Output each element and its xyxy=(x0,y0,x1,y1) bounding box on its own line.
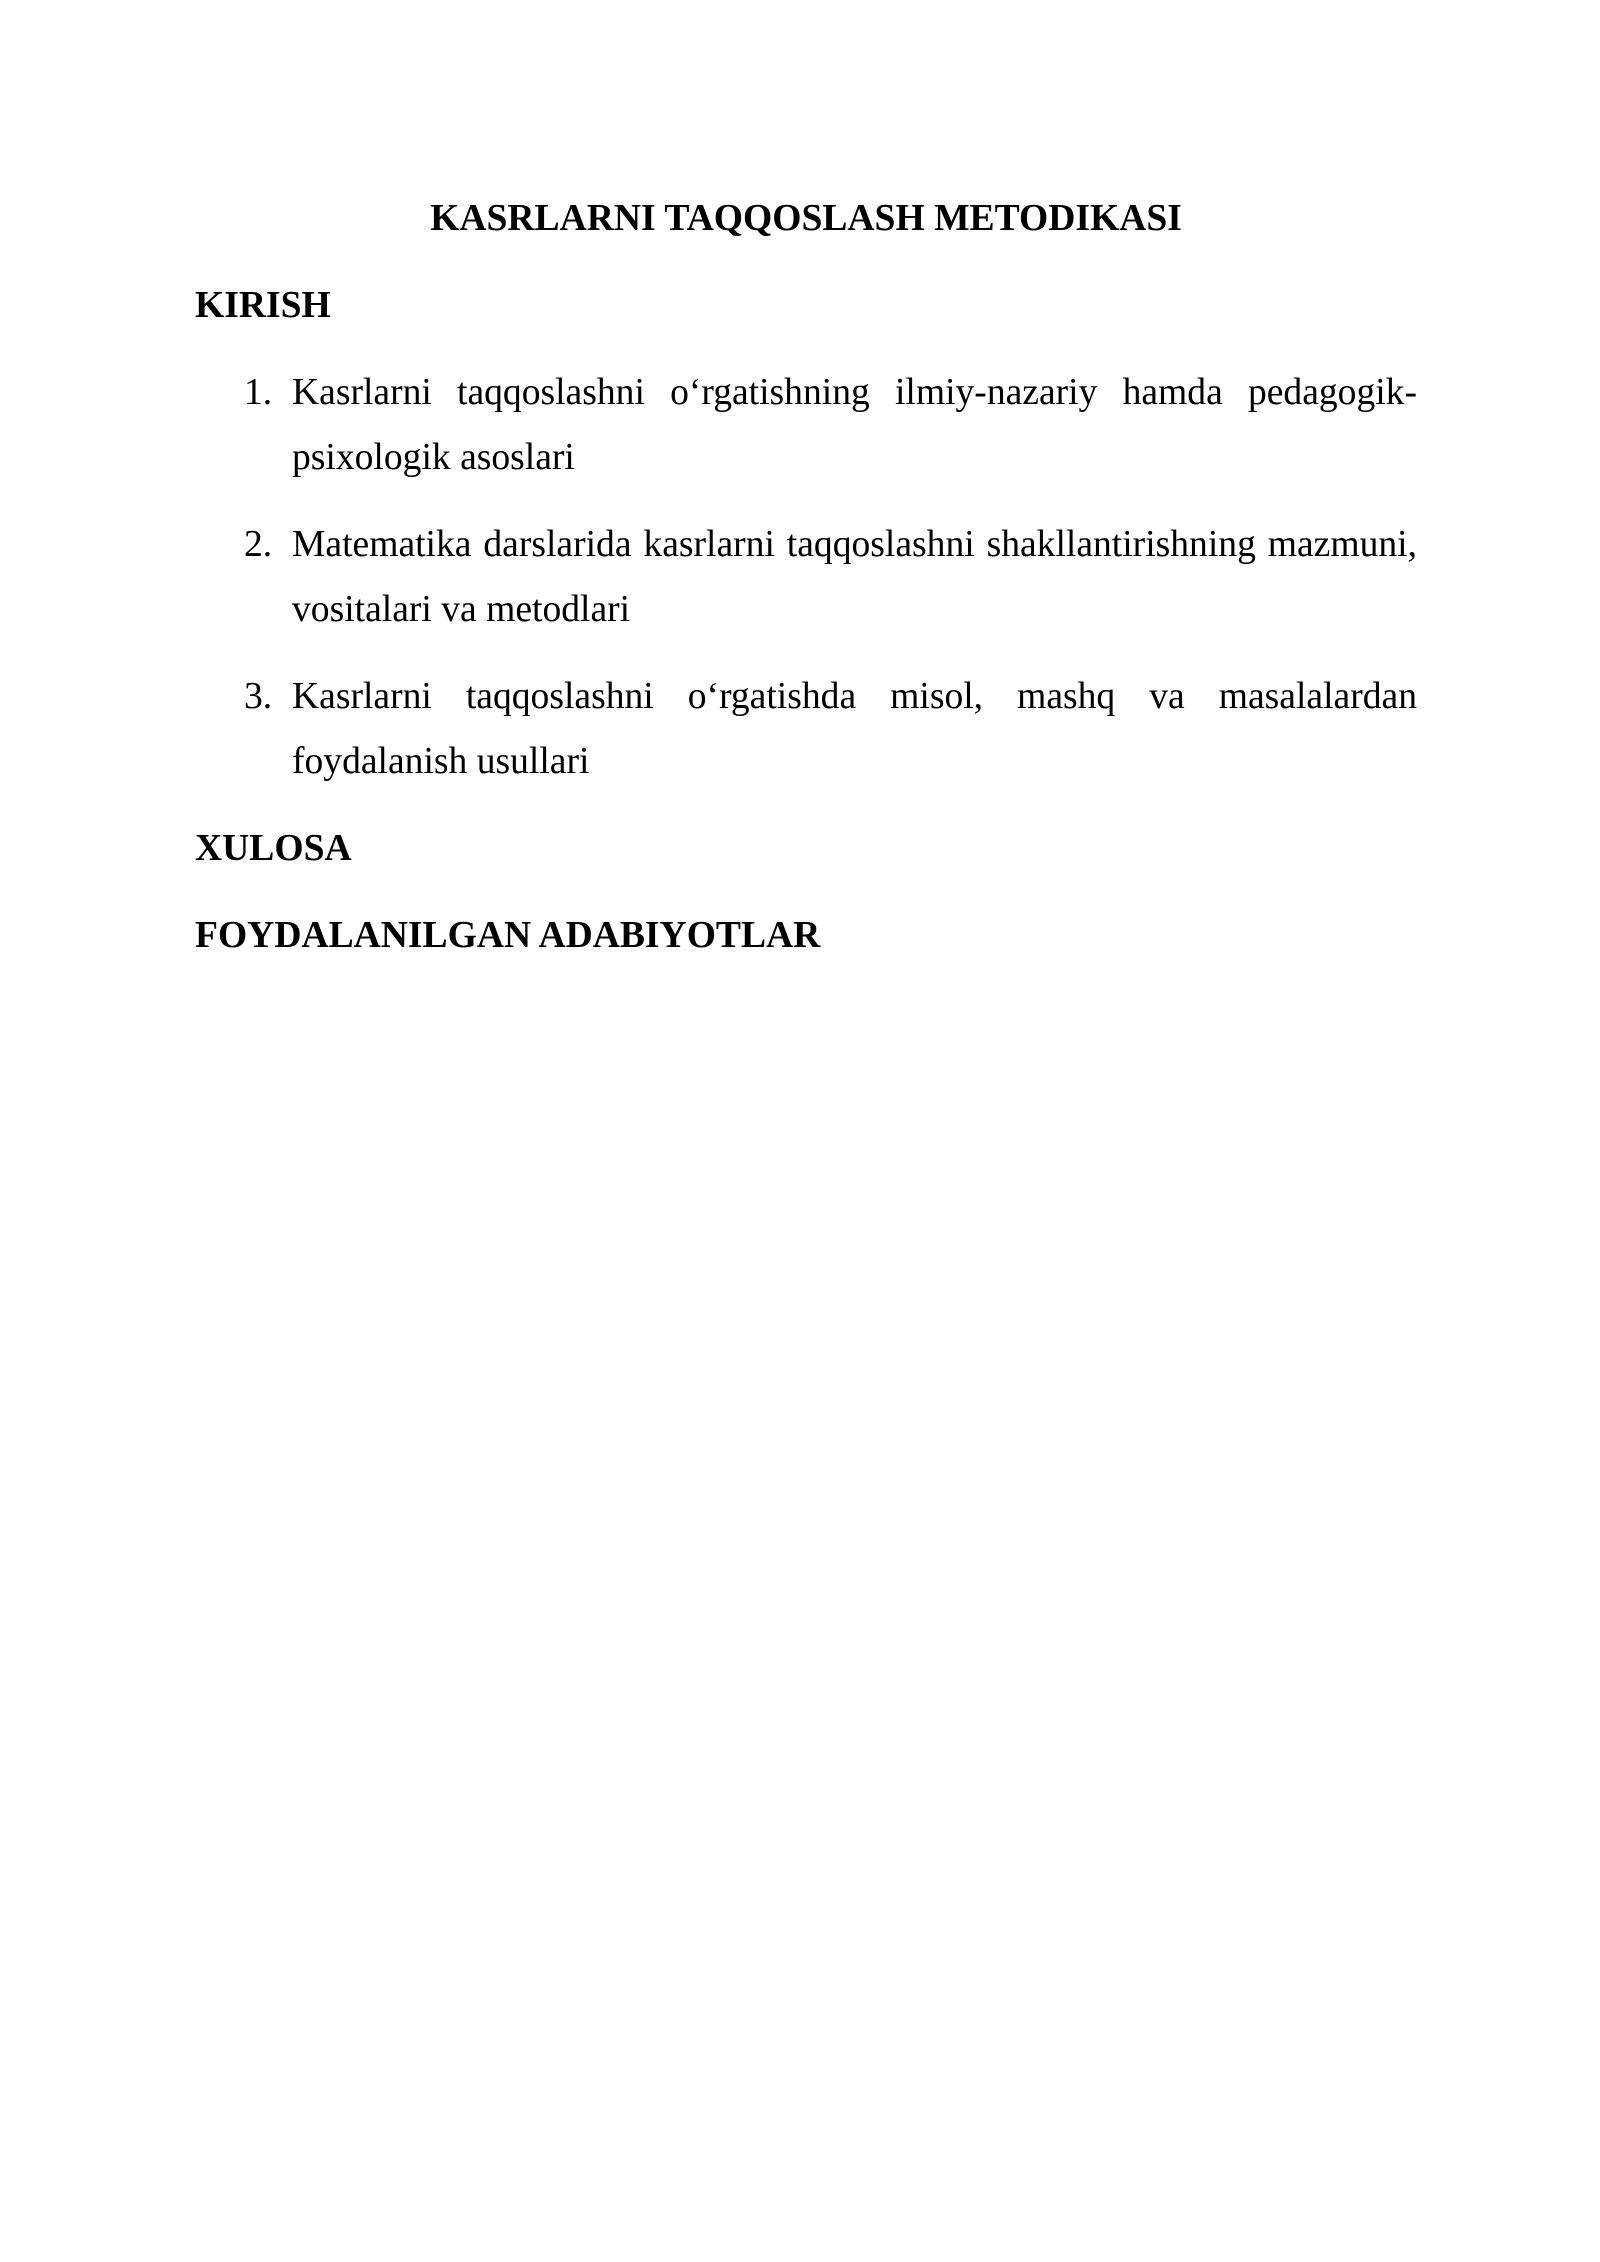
list-number: 2. xyxy=(244,524,273,565)
list-item xyxy=(195,360,1417,490)
contents-list xyxy=(195,360,1417,794)
document-title: KASRLARNI TAQQOSLASH METODIKASI xyxy=(430,198,1182,239)
list-item xyxy=(195,512,1417,642)
list-item-text: Kasrlarni taqqoslashni o‘rgatishning ilmiy-nazariy hamda pedagogik-psixologik asoslari xyxy=(292,372,1417,478)
list-number: 3. xyxy=(244,676,273,717)
document-page xyxy=(195,186,1417,990)
list-item-text: Matematika darslarida kasrlarni taqqoslashni shakllantirishning mazmuni, vositalari va metodlari xyxy=(292,524,1417,630)
list-number: 1. xyxy=(244,372,273,413)
list-item-text: Kasrlarni taqqoslashni o‘rgatishda misol, mashq va masalalardan foydalanish usullari xyxy=(292,676,1417,782)
list-item xyxy=(195,664,1417,794)
intro-heading: KIRISH xyxy=(195,285,331,326)
references-heading: FOYDALANILGAN ADABIYOTLAR xyxy=(195,915,821,956)
conclusion-heading: XULOSA xyxy=(195,828,352,869)
